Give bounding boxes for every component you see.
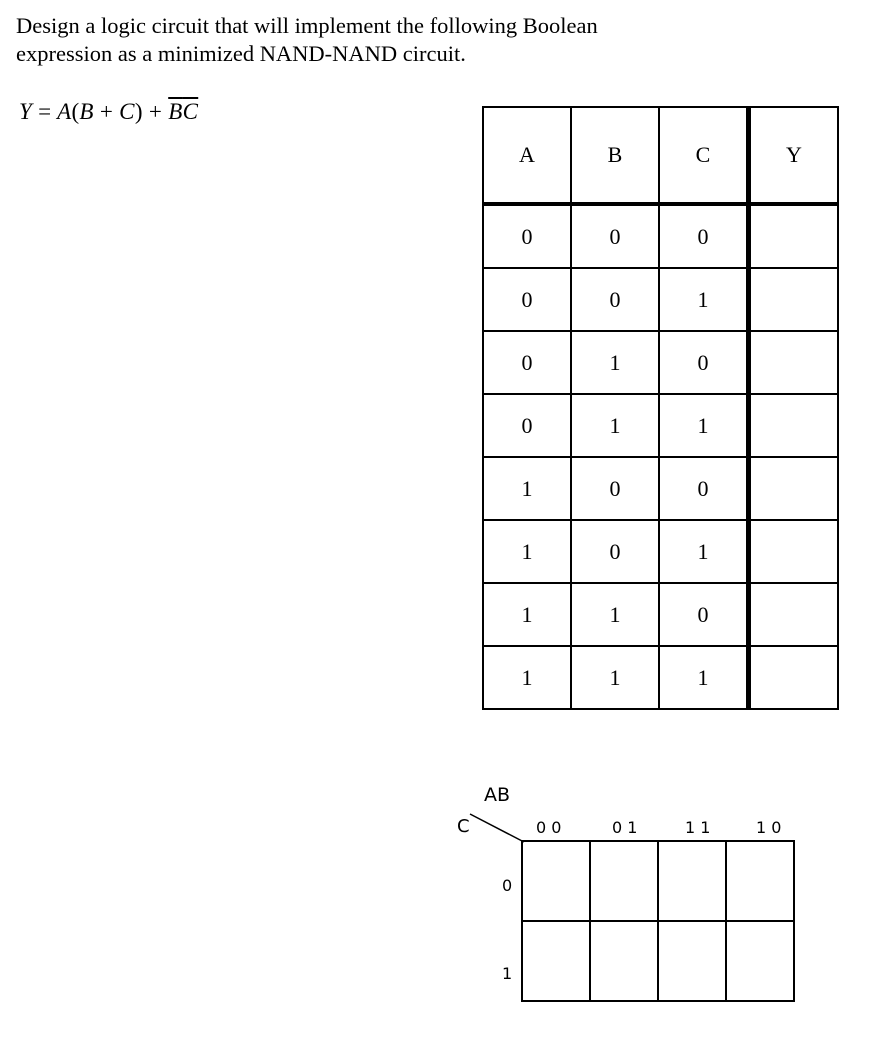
cell-a: 0 [483,331,571,394]
cell-a: 1 [483,457,571,520]
kmap-cell[interactable] [658,841,726,921]
cell-a: 1 [483,583,571,646]
cell-y[interactable] [749,394,839,457]
cell-b: 0 [571,457,659,520]
cell-b: 0 [571,520,659,583]
eq-var-c: C [119,99,135,124]
cell-b: 1 [571,583,659,646]
cell-c: 0 [659,204,749,268]
cell-c: 1 [659,520,749,583]
kmap-row-var-label: C [457,816,470,837]
cell-y[interactable] [749,457,839,520]
eq-var-a: A [57,99,72,124]
kmap-col-var-label: AB [484,784,511,806]
eq-open-paren: ( [71,99,80,124]
kmap-cell[interactable] [726,921,794,1001]
cell-b: 1 [571,394,659,457]
header-a: A [483,107,571,204]
cell-a: 1 [483,520,571,583]
cell-b: 1 [571,646,659,709]
cell-a: 0 [483,394,571,457]
table-row [483,331,838,394]
table-row [483,520,838,583]
eq-plus-1: + [99,99,114,124]
problem-line-1: Design a logic circuit that will implement the following Boolean [16,13,598,38]
kmap-cell[interactable] [522,841,590,921]
eq-plus-2: + [148,99,163,124]
kmap-cell[interactable] [522,921,590,1001]
table-row [483,268,838,331]
kmap-col-label-11: 1 1 [685,818,711,837]
karnaugh-map [440,770,840,1020]
kmap-col-label-01: 0 1 [612,818,638,837]
kmap-cell[interactable] [590,921,658,1001]
cell-c: 1 [659,646,749,709]
table-row [483,394,838,457]
cell-c: 0 [659,457,749,520]
kmap-row-label-0: 0 [502,876,513,895]
problem-statement [16,12,716,68]
cell-c: 0 [659,583,749,646]
kmap-col-label-10: 1 0 [756,818,782,837]
cell-a: 1 [483,646,571,709]
kmap-cell[interactable] [590,841,658,921]
cell-b: 0 [571,268,659,331]
cell-c: 1 [659,394,749,457]
cell-y[interactable] [749,583,839,646]
kmap-row [522,841,794,921]
cell-y[interactable] [749,646,839,709]
kmap-cell[interactable] [726,841,794,921]
kmap-cell[interactable] [658,921,726,1001]
eq-var-c-bar: C [182,99,199,124]
truth-table-header-row [483,107,838,204]
kmap-col-label-00: 0 0 [536,818,562,837]
cell-y[interactable] [749,268,839,331]
cell-y[interactable] [749,204,839,268]
header-c: C [659,107,749,204]
eq-var-b2: B [168,99,183,124]
header-y: Y [749,107,839,204]
cell-y[interactable] [749,520,839,583]
cell-a: 0 [483,268,571,331]
eq-b-c-bar-term [168,99,198,124]
cell-b: 0 [571,204,659,268]
eq-output: Y [19,99,33,124]
cell-c: 0 [659,331,749,394]
problem-line-2: expression as a minimized NAND-NAND circuit. [16,41,466,66]
table-row [483,457,838,520]
kmap-grid [521,840,795,1002]
cell-a: 0 [483,204,571,268]
header-b: B [571,107,659,204]
table-row [483,646,838,709]
eq-var-b: B [79,99,94,124]
eq-equals: = [38,99,52,124]
cell-y[interactable] [749,331,839,394]
truth-table [482,106,839,710]
cell-c: 1 [659,268,749,331]
table-row [483,583,838,646]
kmap-row-label-1: 1 [502,964,513,983]
eq-close-paren: ) [134,99,143,124]
boolean-expression [19,99,198,125]
table-row [483,204,838,268]
kmap-row [522,921,794,1001]
cell-b: 1 [571,331,659,394]
